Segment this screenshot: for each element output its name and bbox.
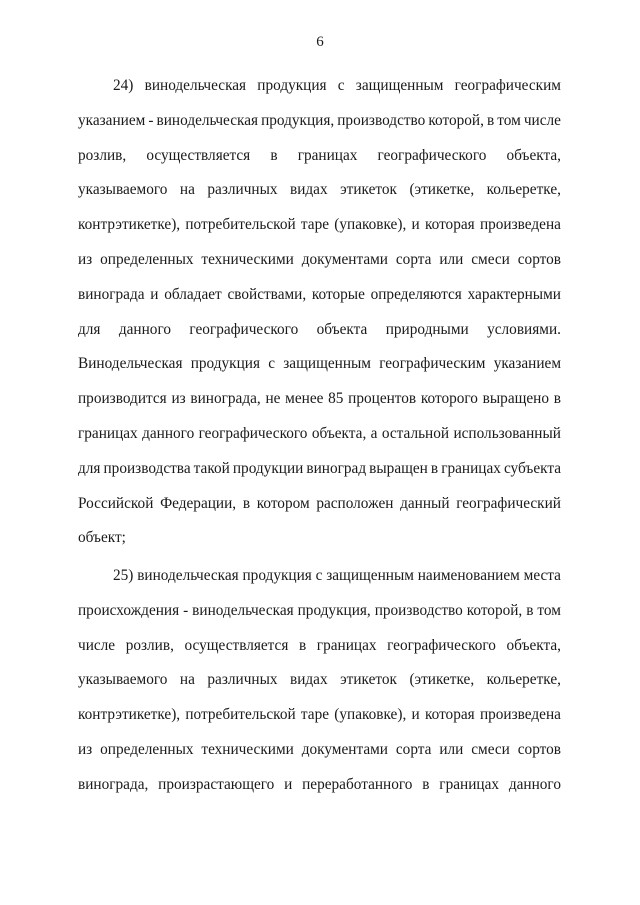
text-line: числе розлив, осуществляется в границах географического объекта, (78, 636, 561, 654)
text-line: границах данного географического объекта, а остальной использованный (78, 425, 561, 442)
text-line: указываемого на различных видах этикеток (этикетке, кольеретке, (78, 671, 561, 689)
text-line: происхождения - винодельческая продукция, производство которой, в том (78, 601, 561, 619)
text-line: производится из винограда, не менее 85 процентов которого выращено в (78, 390, 561, 408)
text-line: винограда, произрастающего и переработанного в границах данного (78, 775, 561, 793)
text-line: 24) винодельческая продукция с защищенным географическим (113, 77, 561, 94)
text-line: 25) винодельческая продукция с защищенным наименованием места (113, 567, 561, 584)
text-line: для производства такой продукции виноград выращен в границах субъекта (78, 459, 561, 477)
text-line: винограда и обладает свойствами, которые определяются характерными (78, 285, 561, 303)
text-line: Винодельческая продукция с защищенным географическим указанием (78, 355, 561, 373)
text-line: контрэтикетке), потребительской таре (упаковке), и которая произведена (78, 216, 561, 234)
text-line: для данного географического объекта природными условиями. (78, 320, 561, 338)
page-number: 6 (316, 34, 324, 50)
text-line: указываемого на различных видах этикеток (этикетке, кольеретке, (78, 181, 561, 199)
text-line: Российской Федерации, в котором расположен данный географический (78, 494, 561, 512)
text-line: объект; (78, 529, 126, 547)
text-line: из определенных техническими документами сорта или смеси сортов (78, 741, 561, 758)
text-line: указанием - винодельческая продукция, производство которой, в том числе (78, 111, 561, 129)
text-line: из определенных техническими документами сорта или смеси сортов (78, 251, 561, 268)
text-line: контрэтикетке), потребительской таре (упаковке), и которая произведена (78, 706, 561, 724)
text-line: розлив, осуществляется в границах географического объекта, (78, 146, 561, 164)
